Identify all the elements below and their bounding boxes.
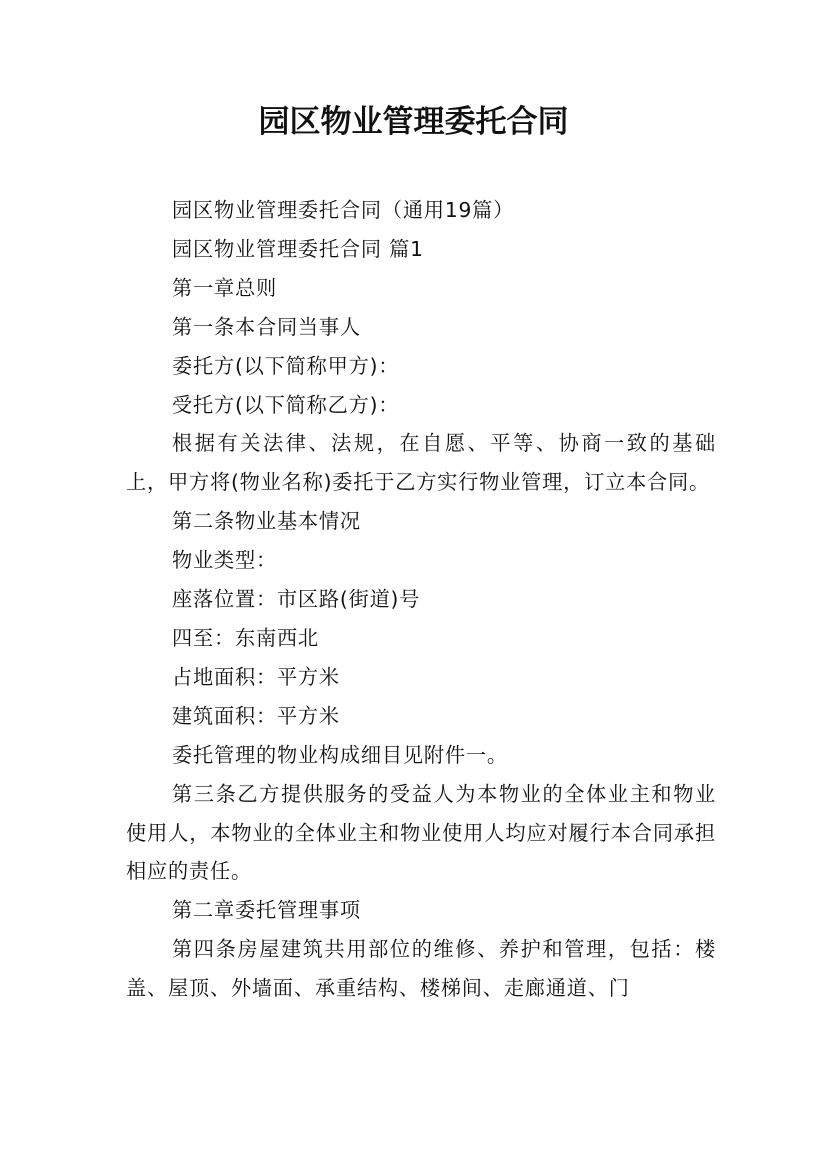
paragraph-chapter-2: 第二章委托管理事项 — [172, 898, 361, 923]
paragraph-article-1: 第一条本合同当事人 — [172, 314, 361, 339]
paragraph-appendix-note: 委托管理的物业构成细目见附件一。 — [172, 742, 508, 767]
paragraph-party-a: 委托方(以下简称甲方)： — [172, 353, 400, 378]
paragraph-part-label: 园区物业管理委托合同 篇1 — [172, 236, 424, 261]
paragraph-article-4: 第四条房屋建筑共用部位的维修、养护和管理，包括：楼盖、屋顶、外墙面、承重结构、楼梯间、走廊通道、门 — [126, 937, 716, 1001]
paragraph-land-area: 占地面积：平方米 — [172, 664, 340, 689]
paragraph-preamble: 根据有关法律、法规，在自愿、平等、协商一致的基础上，甲方将(物业名称)委托于乙方实行物业管理，订立本合同。 — [126, 431, 716, 495]
paragraph-location: 座落位置：市区路(街道)号 — [172, 587, 421, 612]
document-body — [126, 191, 716, 1008]
paragraph-chapter-1: 第一章总则 — [172, 275, 277, 300]
paragraph-property-type: 物业类型： — [172, 548, 277, 573]
paragraph-boundaries: 四至：东南西北 — [172, 625, 319, 650]
paragraph-building-area: 建筑面积：平方米 — [172, 703, 340, 728]
paragraph-article-2: 第二条物业基本情况 — [172, 509, 361, 534]
document-title: 园区物业管理委托合同 — [258, 104, 569, 140]
paragraph-heading-full-title: 园区物业管理委托合同（通用19篇） — [172, 198, 515, 222]
paragraph-party-b: 受托方(以下简称乙方)： — [172, 392, 400, 417]
paragraph-article-3: 第三条乙方提供服务的受益人为本物业的全体业主和物业使用人，本物业的全体业主和物业使用人均应对履行本合同承担相应的责任。 — [126, 781, 716, 884]
